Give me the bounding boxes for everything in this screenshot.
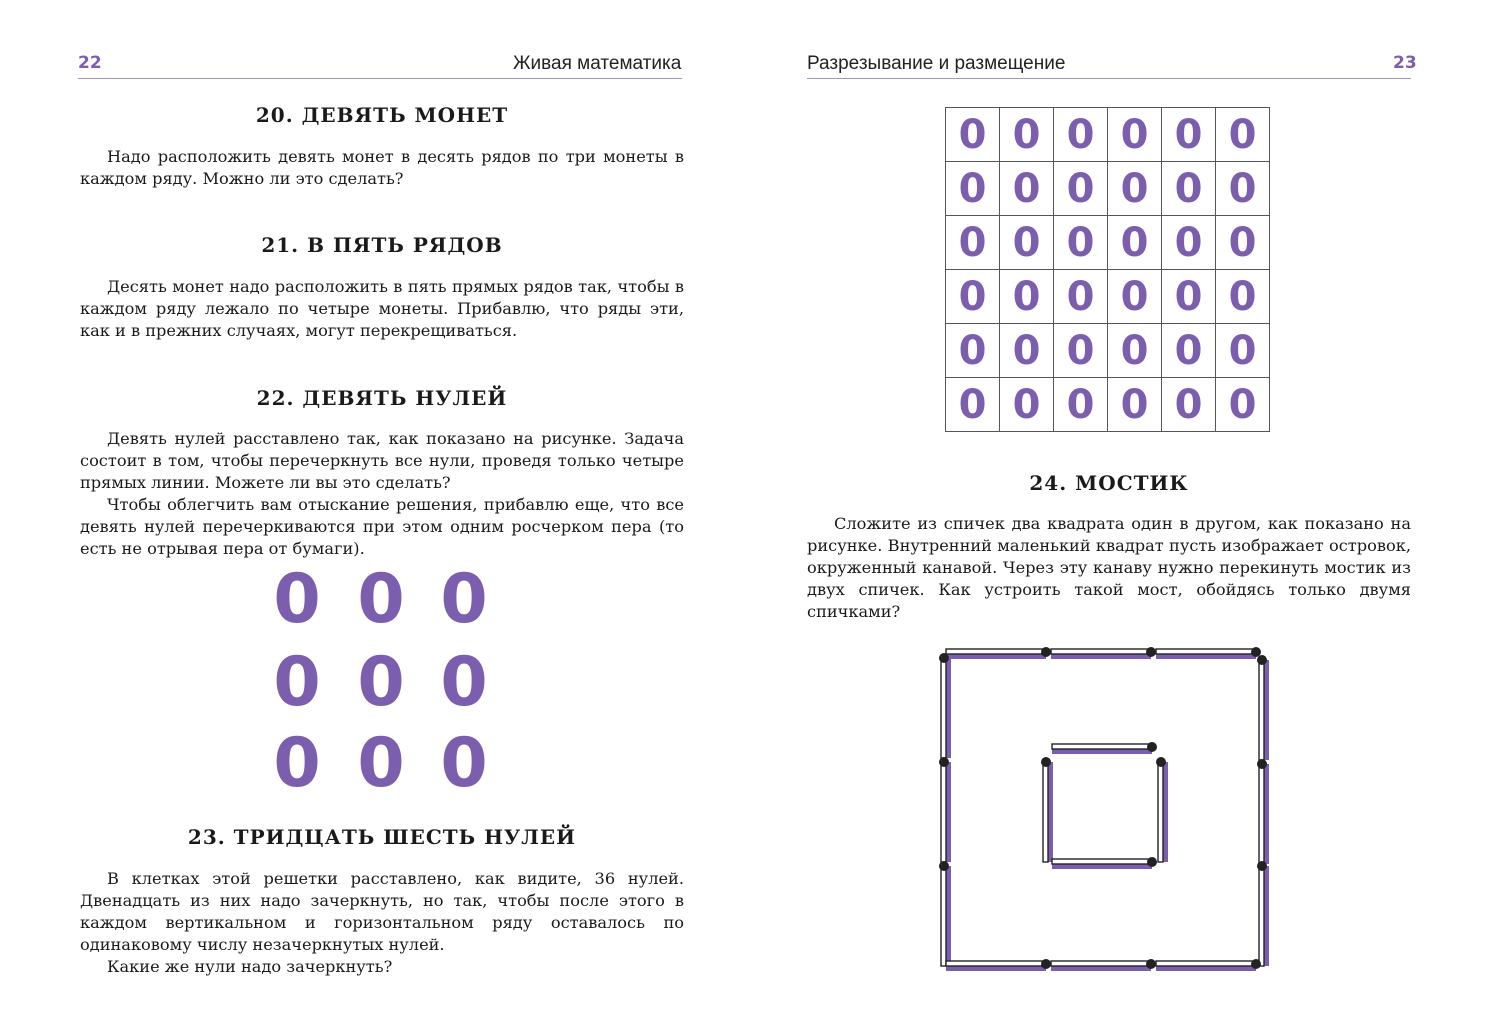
zero: 0	[357, 643, 405, 722]
zero: 0	[357, 724, 405, 803]
matchstick	[1257, 655, 1269, 760]
matchstick	[1257, 759, 1269, 864]
running-head-right: Разрезывание и размещение	[807, 53, 1066, 74]
grid-cell: 0	[1054, 216, 1108, 270]
grid-cell: 0	[1000, 378, 1054, 432]
grid-cell: 0	[1108, 216, 1162, 270]
problem-24-text: Сложите из спичек два квадрата один в другом, как показано на рисунке. Внутренний маленький квадрат пусть изображает островок, окруженный канавой. Через эту канаву нужно перекинуть мостик из двух спичек. Как устроить такой мост, обойдясь только двумя спичками?	[807, 514, 1411, 621]
zero: 0	[440, 724, 488, 803]
grid-cell: 0	[1216, 324, 1270, 378]
grid-cell: 0	[1108, 270, 1162, 324]
grid-cell: 0	[1216, 378, 1270, 432]
grid-cell: 0	[1108, 162, 1162, 216]
problem-20-title: 20. ДЕВЯТЬ МОНЕТ	[255, 103, 509, 127]
grid-cell: 0	[946, 108, 1000, 162]
grid-cell: 0	[1108, 378, 1162, 432]
matchstick	[1051, 647, 1156, 659]
grid-cell: 0	[1162, 216, 1216, 270]
problem-23-text-2: Какие же нули надо зачеркнуть?	[107, 957, 393, 976]
grid-cell: 0	[1000, 108, 1054, 162]
grid-cell: 0	[1000, 324, 1054, 378]
grid-cell: 0	[1162, 162, 1216, 216]
zero-grid	[945, 107, 1270, 432]
matchstick	[1052, 742, 1157, 754]
zero: 0	[273, 643, 321, 722]
page-number-right: 23	[1393, 53, 1417, 73]
zero: 0	[273, 560, 321, 639]
grid-cell: 0	[1000, 162, 1054, 216]
grid-cell: 0	[946, 324, 1000, 378]
problem-23-text-1: В клетках этой решетки расставлено, как видите, 36 нулей. Двенадцать из них надо зачеркнуть, но так, чтобы после этого в каждом вертикальном и горизонтальном ряду оставалось по одинаковому числу незачеркнутых нулей.	[80, 869, 684, 954]
grid-cell: 0	[1054, 324, 1108, 378]
grid-cell: 0	[1216, 270, 1270, 324]
grid-cell: 0	[1216, 108, 1270, 162]
matchstick	[939, 861, 951, 966]
running-head-left: Живая математика	[513, 53, 682, 74]
grid-cell: 0	[1108, 108, 1162, 162]
grid-cell: 0	[1108, 324, 1162, 378]
problem-21-text: Десять монет надо расположить в пять прямых рядов так, чтобы в каждом ряду лежало по четыре монеты. Прибавлю, что ряды эти, как и в прежних случаях, могут перекрещиваться.	[80, 277, 684, 340]
grid-cell: 0	[946, 378, 1000, 432]
grid-cell: 0	[1000, 216, 1054, 270]
problem-23-title: 23. ТРИДЦАТЬ ШЕСТЬ НУЛЕЙ	[187, 825, 577, 849]
grid-cell: 0	[1054, 378, 1108, 432]
zero: 0	[440, 643, 488, 722]
matchstick	[1156, 959, 1261, 971]
problem-22-text-1: Девять нулей расставлено так, как показано на рисунке. Задача состоит в том, чтобы перечеркнуть все нули, проведя только четыре прямых линии. Можете ли вы это сделать?	[80, 429, 684, 492]
grid-cell: 0	[1054, 108, 1108, 162]
matchstick	[939, 757, 951, 862]
header-rule-right	[807, 78, 1411, 79]
page-number-left: 22	[78, 53, 102, 73]
grid-cell: 0	[946, 270, 1000, 324]
grid-cell: 0	[1054, 162, 1108, 216]
grid-cell: 0	[1216, 162, 1270, 216]
matchstick	[1051, 959, 1156, 971]
grid-cell: 0	[1054, 270, 1108, 324]
grid-cell: 0	[1162, 378, 1216, 432]
matchstick	[939, 653, 951, 758]
grid-cell: 0	[1216, 216, 1270, 270]
matchstick	[1052, 857, 1157, 869]
grid-cell: 0	[1000, 270, 1054, 324]
matchstick	[1156, 647, 1261, 659]
matchstick	[1156, 757, 1168, 862]
grid-cell: 0	[946, 216, 1000, 270]
problem-20-text: Надо расположить девять монет в десять рядов по три монеты в каждом ряду. Можно ли это сделать?	[80, 147, 684, 188]
grid-cell: 0	[1162, 108, 1216, 162]
matchstick	[946, 647, 1051, 659]
zero: 0	[440, 560, 488, 639]
grid-cell: 0	[1162, 324, 1216, 378]
zero: 0	[357, 560, 405, 639]
zero: 0	[273, 724, 321, 803]
matchstick	[1257, 861, 1269, 966]
matchstick	[1041, 757, 1053, 862]
grid-cell: 0	[1162, 270, 1216, 324]
problem-24-title: 24. МОСТИК	[1029, 471, 1189, 495]
grid-cell: 0	[946, 162, 1000, 216]
matchstick	[946, 959, 1051, 971]
problem-22-title: 22. ДЕВЯТЬ НУЛЕЙ	[256, 386, 508, 410]
problem-22-text-2: Чтобы облегчить вам отыскание решения, прибавлю еще, что все девять нулей перечеркиваются при этом одним росчерком пера (то есть не отрывая пера от бумаги).	[80, 495, 684, 558]
header-rule-left	[78, 78, 682, 79]
problem-21-title: 21. В ПЯТЬ РЯДОВ	[261, 233, 503, 257]
matchstick-squares-figure	[930, 640, 1280, 980]
